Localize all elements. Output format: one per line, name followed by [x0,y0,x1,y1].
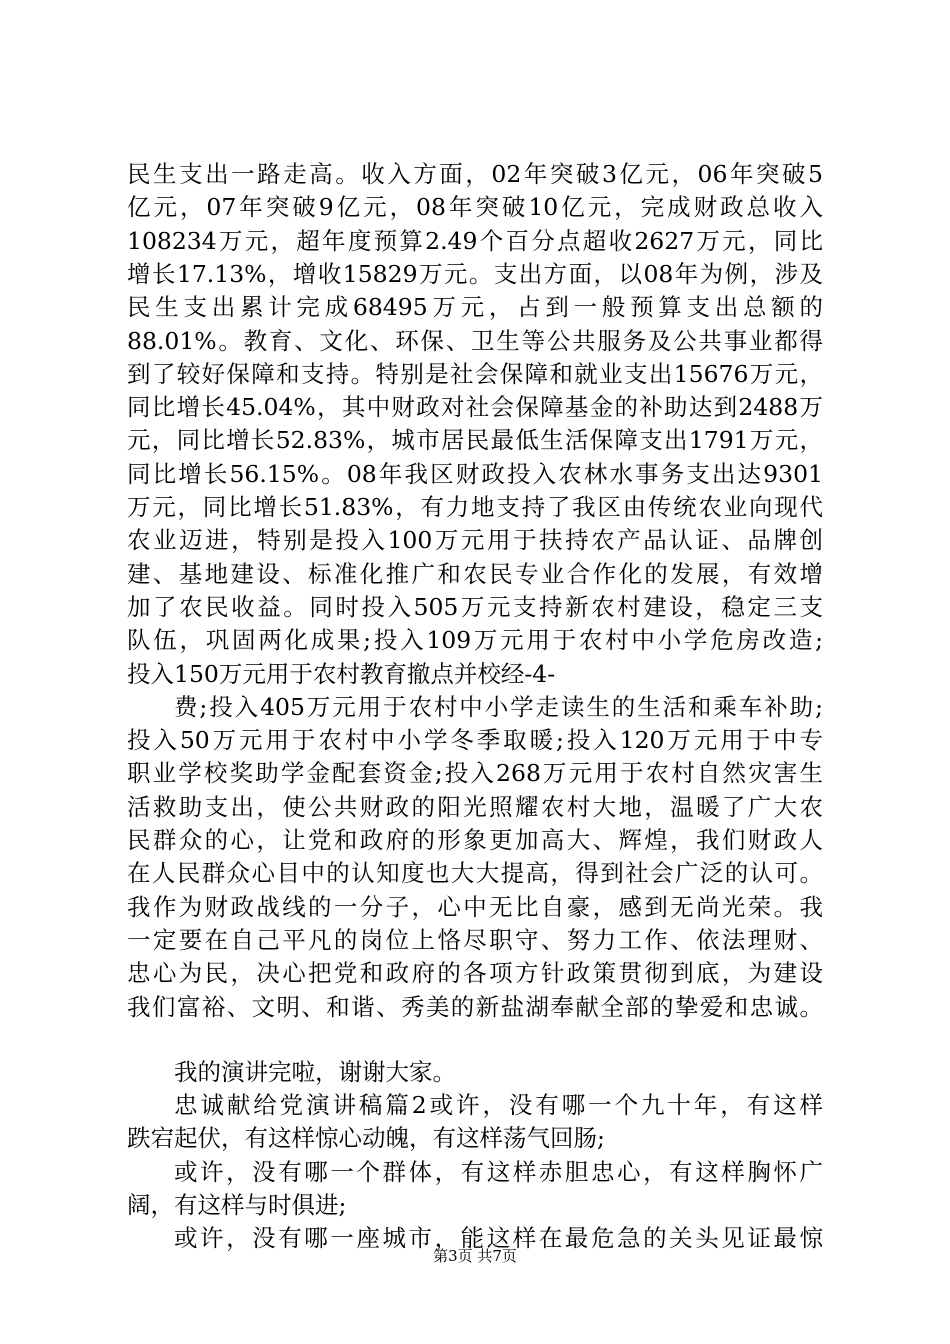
text-line: 我作为财政战线的一分子，心中无比自豪，感到无尚光荣。我 [127,892,823,921]
text-line: 费;投入405万元用于农村中小学走读生的生活和乘车补助; [174,692,823,721]
text-line: 农业迈进，特别是投入100万元用于扶持农产品认证、品牌创 [127,526,823,555]
text-line: 活救助支出，使公共财政的阳光照耀农村大地，温暖了广大农 [127,792,823,821]
text-line: 我的演讲完啦，谢谢大家。 [174,1057,456,1086]
text-line: 到了较好保障和支持。特别是社会保障和就业支出15676万元， [127,359,823,388]
text-line: 我们富裕、文明、和谐、秀美的新盐湖奉献全部的挚爱和忠诚。 [127,992,823,1021]
text-line: 民生支出一路走高。收入方面，02年突破3亿元，06年突破5 [127,160,823,188]
text-line: 同比增长56.15%。08年我区财政投入农林水事务支出达9301 [127,459,823,488]
text-line: 万元，同比增长51.83%，有力地支持了我区由传统农业向现代 [127,493,823,521]
text-line: 元，同比增长52.83%，城市居民最低生活保障支出1791万元， [127,426,823,455]
text-line: 职业学校奖助学金配套资金;投入268万元用于农村自然灾害生 [127,759,823,788]
text-line: 增长17.13%，增收15829万元。支出方面，以08年为例，涉及 [127,259,823,288]
text-line: 忠心为民，决心把党和政府的各项方针政策贯彻到底，为建设 [127,959,823,988]
text-line: 108234万元，超年度预算2.49个百分点超收2627万元，同比 [127,226,823,255]
text-line: 投入150万元用于农村教育撤点并校经-4- [127,659,556,688]
text-line: 忠诚献给党演讲稿篇2或许，没有哪一个九十年，有这样 [174,1091,823,1120]
text-line: 或许，没有哪一座城市，能这样在最危急的关头见证最惊 [174,1224,823,1253]
text-line: 88.01%。教育、文化、环保、卫生等公共服务及公共事业都得 [127,326,823,355]
text-line: 建、基地建设、标准化推广和农民专业合作化的发展，有效增 [127,559,823,588]
text-line: 或许，没有哪一个群体，有这样赤胆忠心，有这样胸怀广 [174,1157,823,1186]
text-line: 亿元，07年突破9亿元，08年突破10亿元，完成财政总收入 [127,193,823,222]
text-line: 队伍，巩固两化成果;投入109万元用于农村中小学危房改造; [127,626,823,655]
text-line: 同比增长45.04%，其中财政对社会保障基金的补助达到2488万 [127,393,823,422]
page-footer: 第3页 共7页 [433,1247,517,1265]
text-line: 一定要在自己平凡的岗位上恪尽职守、努力工作、依法理财、 [127,925,823,954]
text-line: 在人民群众心目中的认知度也大大提高，得到社会广泛的认可。 [127,859,823,888]
text-line: 阔，有这样与时俱进; [127,1191,347,1219]
text-line: 加了农民收益。同时投入505万元支持新农村建设，稳定三支 [127,592,823,621]
text-line: 跌宕起伏，有这样惊心动魄，有这样荡气回肠; [127,1124,605,1153]
text-line: 投入50万元用于农村中小学冬季取暖;投入120万元用于中专 [127,726,823,755]
text-line: 民群众的心，让党和政府的形象更加高大、辉煌，我们财政人 [127,826,823,854]
text-line: 民生支出累计完成68495万元，占到一般预算支出总额的 [127,293,823,322]
